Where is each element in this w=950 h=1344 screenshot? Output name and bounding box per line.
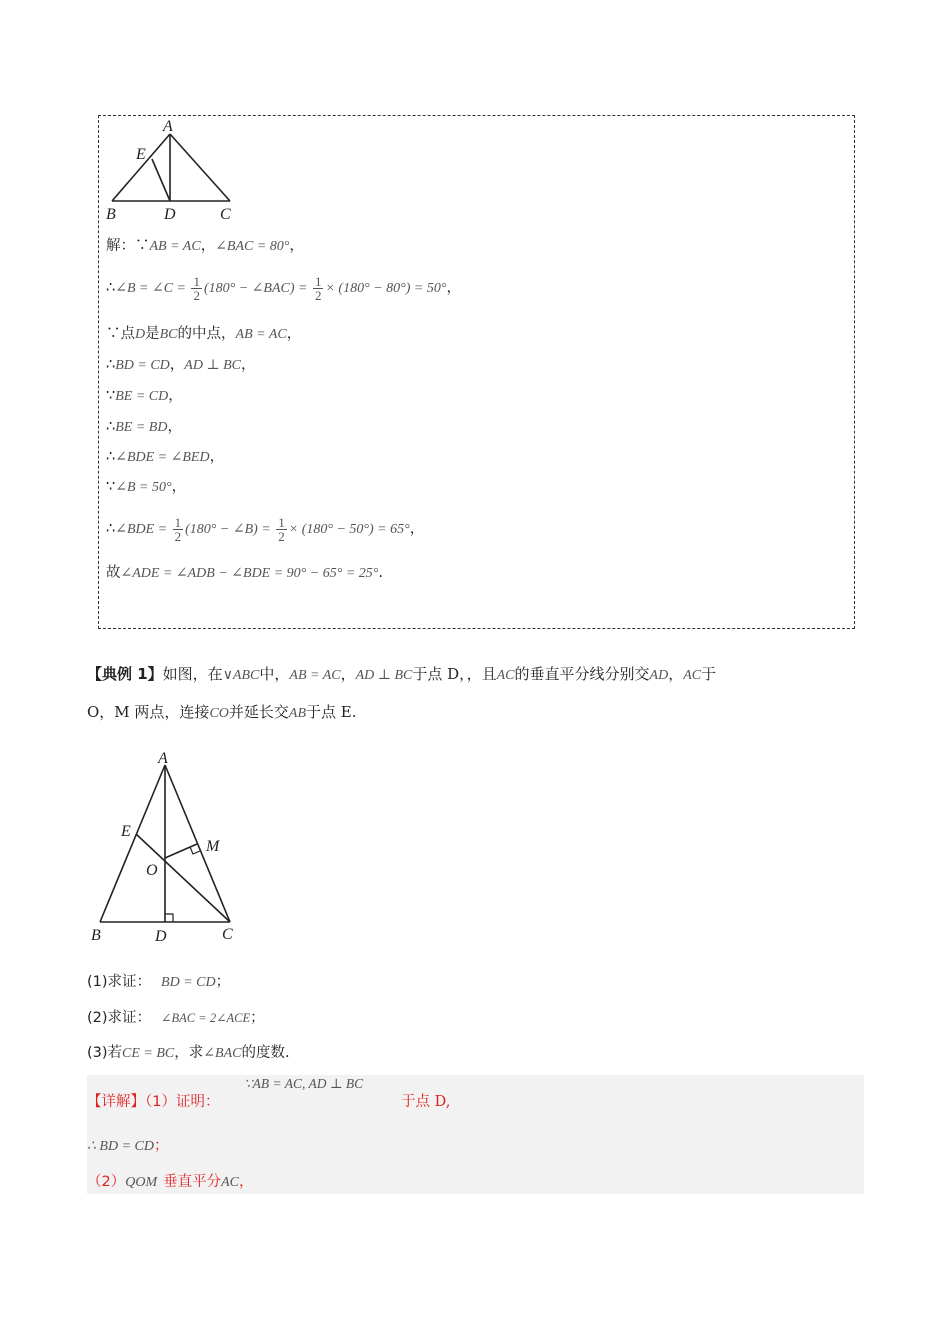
example-title: 【典例 1】 bbox=[87, 665, 163, 683]
right-angle-mark-d bbox=[165, 914, 173, 922]
fraction: $\frac{1}{2}$ bbox=[278, 514, 285, 544]
segment-ab bbox=[100, 765, 165, 922]
label-d: D bbox=[155, 928, 167, 945]
solution-line-10: 故∠ADE = ∠ADB − ∠BDE = 90° − 65° = 25°. bbox=[106, 565, 383, 581]
segment-ab bbox=[112, 134, 170, 201]
triangle-figure-1 bbox=[100, 115, 250, 225]
detail-line-1-end: 于点 D, bbox=[401, 1094, 451, 1110]
detail-line-1-math: ∵AB = AC, AD ⊥ BC bbox=[244, 1076, 364, 1091]
detail-tag: 【详解】 bbox=[87, 1094, 145, 1110]
fraction: $\frac{1}{2}$ bbox=[314, 273, 322, 303]
segment-ed bbox=[152, 159, 170, 201]
question-1: (1)求证： BD = CD； bbox=[87, 974, 231, 990]
detail-line-3: （2）QOM 垂直平分AC， bbox=[87, 1174, 254, 1190]
triangle-figure-2 bbox=[85, 745, 255, 950]
detail-line-1: 【详解】（1）证明： bbox=[87, 1094, 220, 1110]
question-3: (3)若CE = BC，求∠BAC的度数. bbox=[87, 1045, 290, 1061]
label-a: A bbox=[163, 118, 173, 135]
label-e: E bbox=[136, 146, 146, 163]
label-c: C bbox=[222, 926, 233, 943]
solution-line-2: ∴∠B = ∠C = $\frac{1}{2}$ (180° − ∠BAC) = $\frac{1}{2}$ × (180° − 80°) = 50°， bbox=[106, 273, 461, 303]
fraction: $\frac{1}{2}$ bbox=[193, 273, 200, 303]
solution-line-8: ∵∠B = 50°， bbox=[106, 479, 187, 495]
solution-line-1: 解：∵AB = AC，∠BAC = 80°， bbox=[106, 238, 304, 254]
solution-line-6: ∴BE = BD， bbox=[106, 419, 182, 435]
fraction: $\frac{1}{2}$ bbox=[174, 514, 182, 544]
label-d: D bbox=[164, 206, 176, 223]
label-b: B bbox=[91, 927, 101, 944]
label-e: E bbox=[121, 823, 131, 840]
label-o: O bbox=[146, 862, 158, 879]
label-b: B bbox=[106, 206, 116, 223]
solution-line-4: ∴BD = CD，AD ⊥ BC， bbox=[106, 357, 256, 373]
solution-line-9: ∴∠BDE = $\frac{1}{2}$ (180° − ∠B) = $\frac{1}{2}$ × (180° − 50°) = 65°， bbox=[106, 514, 425, 544]
example-line-1: 【典例 1】如图，在∨ABC中，AB = AC，AD ⊥ BC于点 D，，且AC的垂直平分线分别交AD，AC于 bbox=[87, 665, 717, 683]
solution-line-3: ∵点D是BC的中点，AB = AC， bbox=[106, 326, 302, 342]
example-line-2: O，M 两点，连接CO并延长交AB于点 E. bbox=[87, 703, 357, 721]
label-a: A bbox=[158, 750, 168, 767]
question-2: (2)求证： ∠BAC = 2∠ACE； bbox=[87, 1010, 265, 1026]
right-angle-mark-m bbox=[190, 847, 200, 854]
label-m: M bbox=[206, 838, 220, 855]
segment-ac bbox=[170, 134, 230, 201]
label-c: C bbox=[220, 206, 231, 223]
solution-line-5: ∵BE = CD， bbox=[106, 388, 183, 404]
detail-line-2: ∴ BD = CD； bbox=[87, 1138, 169, 1154]
solution-line-7: ∴∠BDE = ∠BED， bbox=[106, 449, 225, 465]
segment-ac bbox=[165, 765, 230, 922]
